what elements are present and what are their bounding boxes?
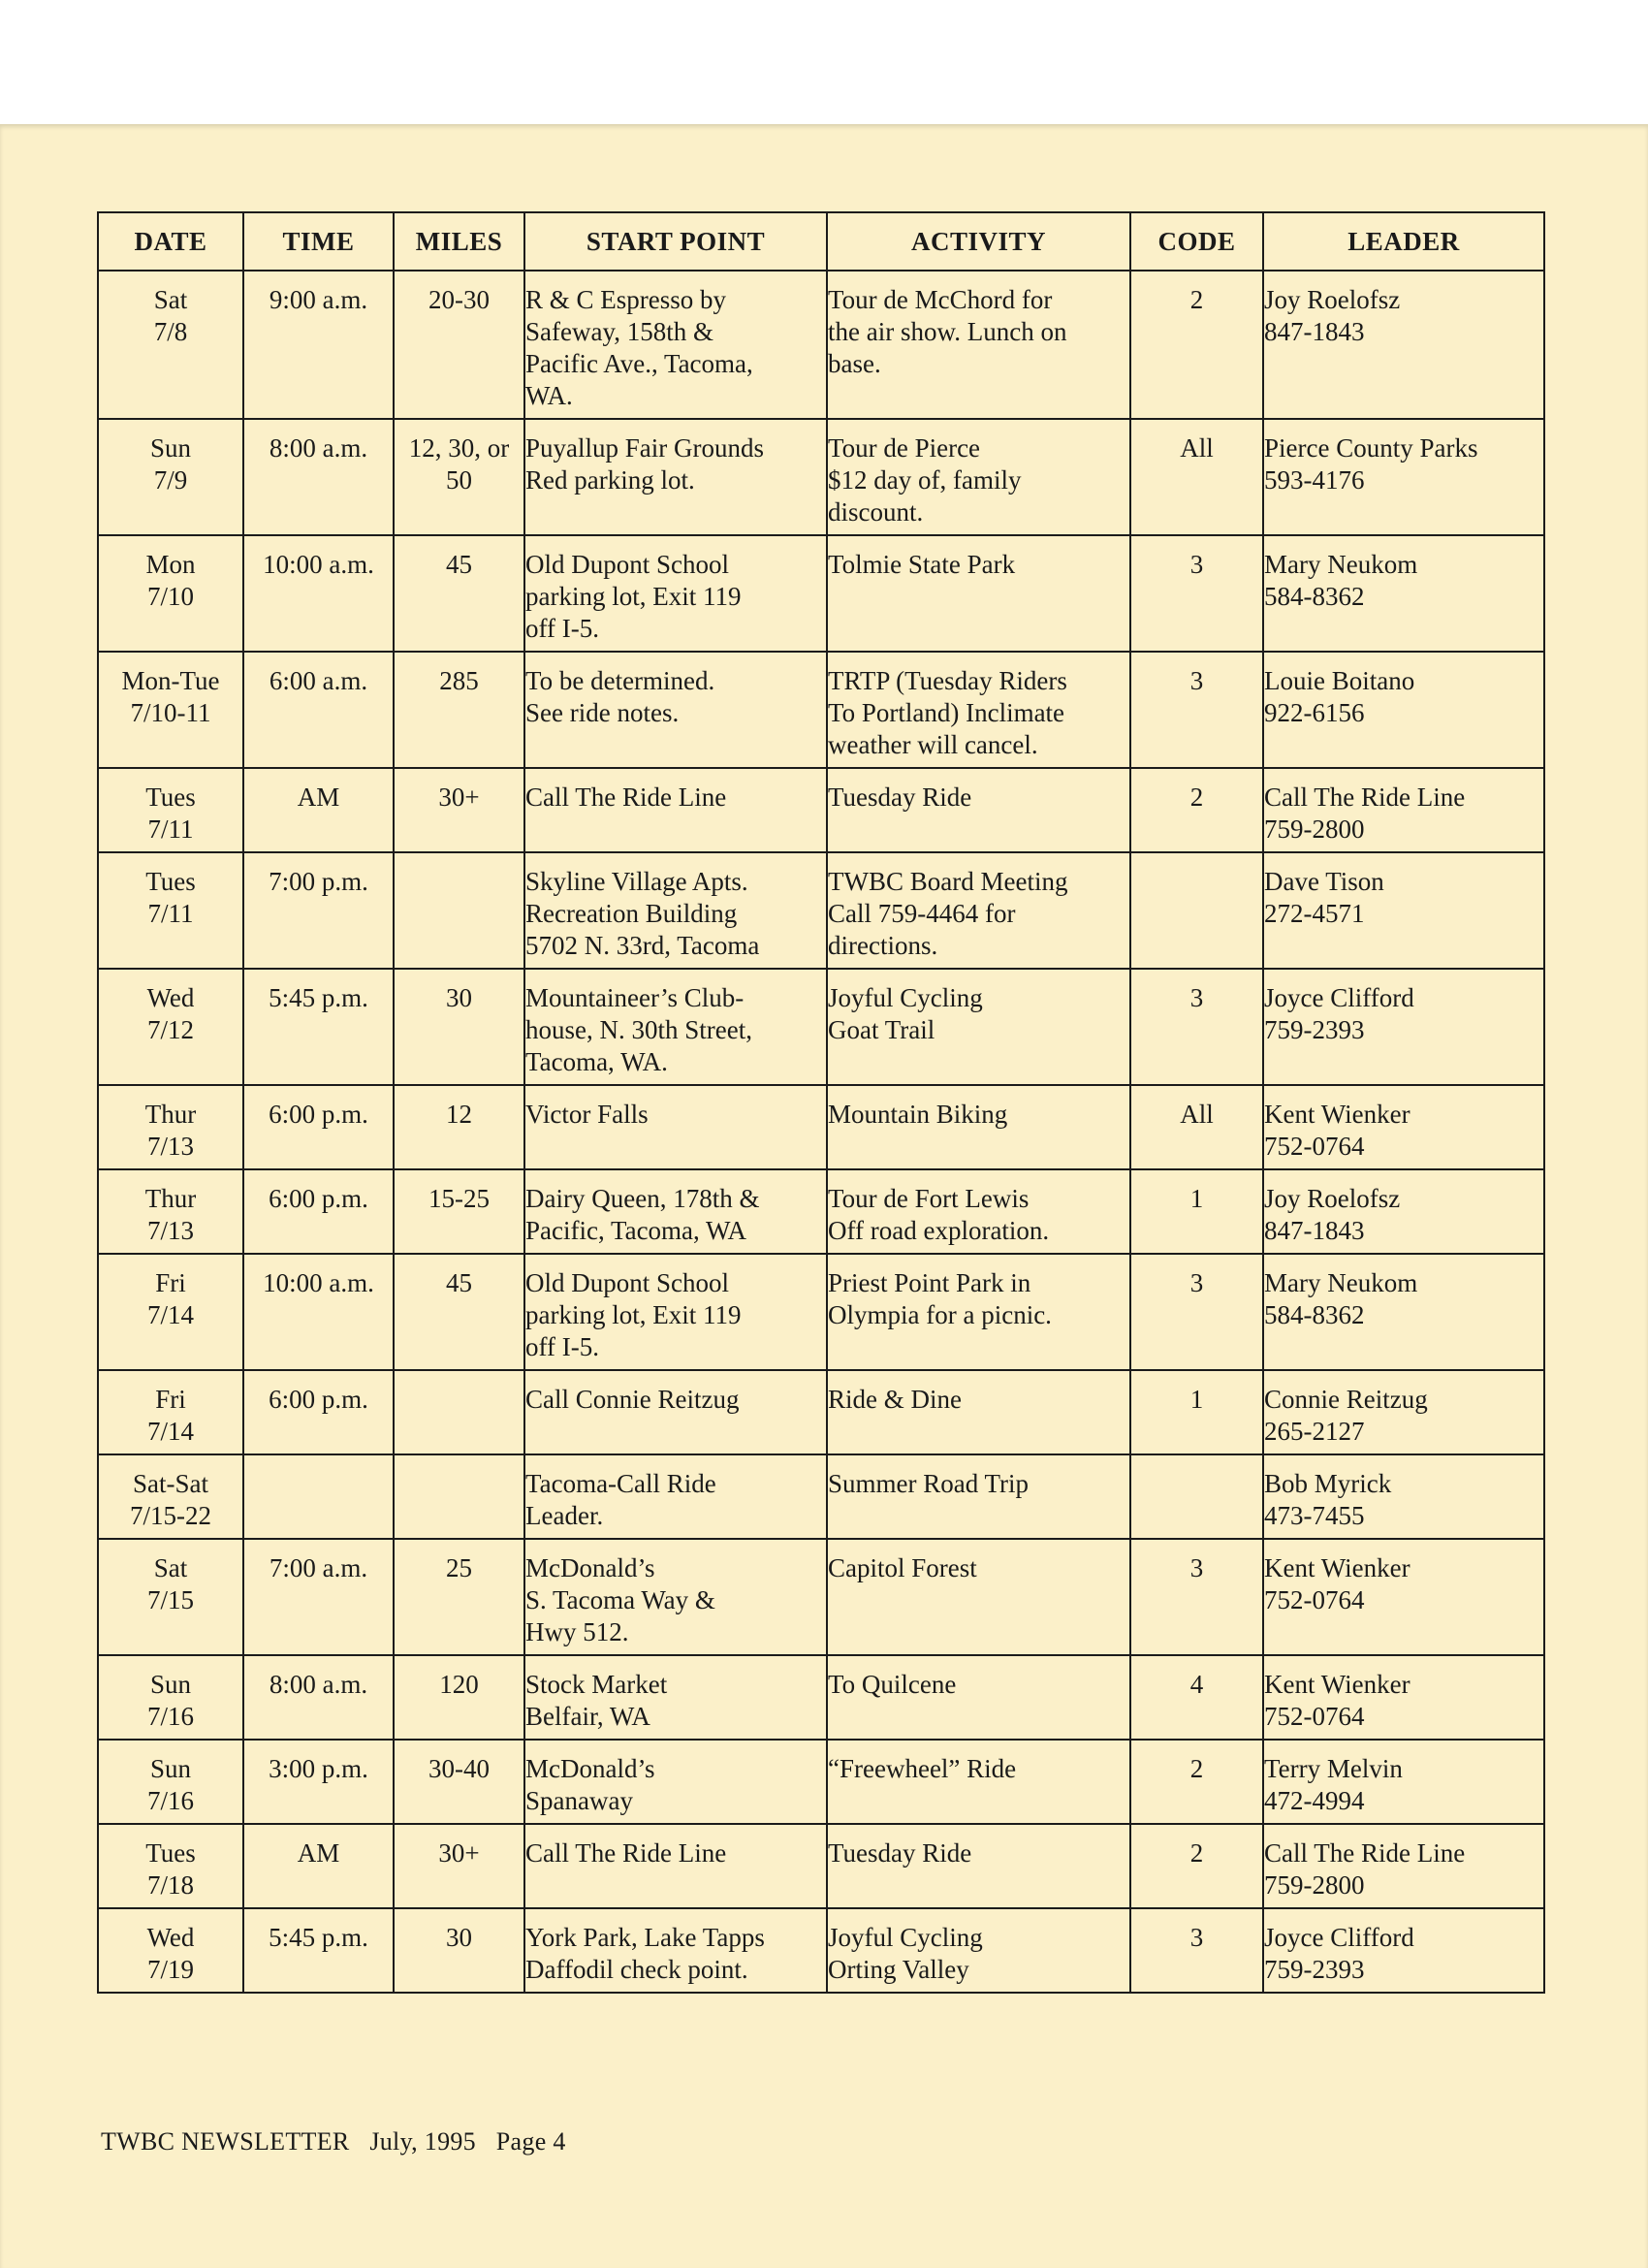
activity-cell-line: Olympia for a picnic.	[828, 1300, 1052, 1329]
table-row	[98, 1539, 1544, 1655]
date-cell-line: 7/9	[153, 465, 188, 495]
code-cell: All	[1130, 1085, 1263, 1169]
start-point-cell	[524, 1908, 827, 1993]
miles-cell: 45	[394, 1254, 524, 1370]
table-row	[98, 419, 1544, 535]
start-point-cell-line: Red parking lot.	[525, 465, 695, 495]
activity-cell-line: Tour de McChord for	[828, 285, 1053, 314]
start-point-cell	[524, 852, 827, 969]
leader-cell	[1263, 419, 1544, 535]
miles-cell: 12	[394, 1085, 524, 1169]
time-cell: AM	[243, 1824, 394, 1908]
date-cell-line: Tues	[145, 1838, 196, 1868]
start-point-cell-line: S. Tacoma Way &	[525, 1585, 715, 1614]
code-cell: 3	[1130, 969, 1263, 1085]
date-cell	[98, 1740, 243, 1824]
leader-cell-line: Joy Roelofsz	[1264, 285, 1401, 314]
date-cell	[98, 1908, 243, 1993]
activity-cell-line: “Freewheel” Ride	[828, 1754, 1017, 1783]
date-cell-line: 7/8	[153, 317, 188, 346]
activity-cell-line: weather will cancel.	[828, 730, 1038, 759]
table-row	[98, 1169, 1544, 1254]
code-cell: 1	[1130, 1370, 1263, 1454]
miles-cell: 30+	[394, 768, 524, 852]
code-cell: 2	[1130, 271, 1263, 419]
code-cell: All	[1130, 419, 1263, 535]
leader-cell	[1263, 1085, 1544, 1169]
start-point-cell	[524, 1740, 827, 1824]
activity-cell-line: To Portland) Inclimate	[828, 698, 1065, 727]
leader-cell-line: 759-2800	[1264, 1870, 1365, 1900]
footer-issue-date: July, 1995	[369, 2127, 476, 2156]
miles-cell: 285	[394, 652, 524, 768]
miles-cell: 15-25	[394, 1169, 524, 1254]
time-cell: 8:00 a.m.	[243, 419, 394, 535]
page-footer	[101, 2127, 580, 2156]
start-point-cell-line: Stock Market	[525, 1670, 668, 1699]
time-cell: 8:00 a.m.	[243, 1655, 394, 1740]
leader-cell	[1263, 1454, 1544, 1539]
leader-cell-line: Joyce Clifford	[1264, 983, 1414, 1012]
activity-cell-line: base.	[828, 349, 881, 378]
leader-cell-line: Dave Tison	[1264, 867, 1384, 896]
leader-cell	[1263, 1655, 1544, 1740]
date-cell	[98, 1085, 243, 1169]
date-cell-line: Mon-Tue	[121, 666, 220, 695]
header-activity: ACTIVITY	[827, 212, 1130, 271]
leader-cell-line: Pierce County Parks	[1264, 433, 1478, 463]
date-cell	[98, 1254, 243, 1370]
activity-cell	[827, 1655, 1130, 1740]
activity-cell	[827, 1740, 1130, 1824]
date-cell-line: Thur	[144, 1100, 197, 1129]
start-point-cell	[524, 1169, 827, 1254]
code-cell: 3	[1130, 1908, 1263, 1993]
activity-cell	[827, 1824, 1130, 1908]
start-point-cell-line: Pacific Ave., Tacoma,	[525, 349, 753, 378]
date-cell	[98, 652, 243, 768]
leader-cell-line: 752-0764	[1264, 1702, 1365, 1731]
table-row	[98, 271, 1544, 419]
date-cell-line: Sun	[149, 433, 192, 463]
code-cell	[1130, 1454, 1263, 1539]
start-point-cell	[524, 1254, 827, 1370]
time-cell	[243, 1454, 394, 1539]
start-point-cell-line: Recreation Building	[525, 899, 738, 928]
time-cell: 6:00 p.m.	[243, 1085, 394, 1169]
time-cell: 7:00 a.m.	[243, 1539, 394, 1655]
activity-cell-line: discount.	[828, 497, 924, 527]
date-cell-line: Sat	[153, 1553, 188, 1582]
time-cell: 9:00 a.m.	[243, 271, 394, 419]
activity-cell	[827, 1454, 1130, 1539]
date-cell-line: Sun	[149, 1754, 192, 1783]
leader-cell-line: 847-1843	[1264, 317, 1365, 346]
start-point-cell-line: Dairy Queen, 178th &	[525, 1184, 760, 1213]
activity-cell-line: Summer Road Trip	[828, 1469, 1030, 1498]
activity-cell	[827, 271, 1130, 419]
miles-cell: 30	[394, 1908, 524, 1993]
leader-cell-line: Kent Wienker	[1264, 1100, 1410, 1129]
start-point-cell-line: 5702 N. 33rd, Tacoma	[525, 931, 760, 960]
date-cell-line: 7/12	[146, 1015, 194, 1044]
date-cell	[98, 1454, 243, 1539]
activity-cell	[827, 768, 1130, 852]
date-cell-line: Wed	[146, 983, 195, 1012]
start-point-cell	[524, 535, 827, 652]
leader-cell-line: Call The Ride Line	[1264, 1838, 1466, 1868]
date-cell	[98, 1655, 243, 1740]
leader-cell	[1263, 652, 1544, 768]
date-cell	[98, 768, 243, 852]
date-cell-line: Sat-Sat	[133, 1469, 208, 1498]
activity-cell-line: Tour de Fort Lewis	[828, 1184, 1030, 1213]
start-point-cell-line: house, N. 30th Street,	[525, 1015, 752, 1044]
start-point-cell-line: WA.	[525, 381, 573, 410]
table-row	[98, 1454, 1544, 1539]
table-row	[98, 1655, 1544, 1740]
start-point-cell-line: off I-5.	[525, 614, 599, 643]
leader-cell-line: Connie Reitzug	[1264, 1385, 1428, 1414]
table-row	[98, 1740, 1544, 1824]
date-cell	[98, 969, 243, 1085]
start-point-cell	[524, 1539, 827, 1655]
leader-cell-line: Mary Neukom	[1264, 1268, 1418, 1297]
date-cell-line: 7/14	[146, 1300, 194, 1329]
activity-cell-line: Joyful Cycling	[828, 983, 983, 1012]
leader-cell-line: 922-6156	[1264, 698, 1365, 727]
leader-cell-line: 265-2127	[1264, 1417, 1365, 1446]
leader-cell	[1263, 1169, 1544, 1254]
start-point-cell-line: Old Dupont School	[525, 1268, 730, 1297]
time-cell: 7:00 p.m.	[243, 852, 394, 969]
date-cell-line: Fri	[155, 1385, 186, 1414]
leader-cell-line: 759-2393	[1264, 1955, 1365, 1984]
activity-cell-line: Goat Trail	[828, 1015, 935, 1044]
date-cell-line: Sat	[153, 285, 188, 314]
table-row	[98, 768, 1544, 852]
date-cell-line: 7/10-11	[130, 698, 211, 727]
leader-cell-line: Kent Wienker	[1264, 1670, 1410, 1699]
activity-cell-line: TWBC Board Meeting	[828, 867, 1068, 896]
time-cell: 6:00 p.m.	[243, 1370, 394, 1454]
date-cell	[98, 1370, 243, 1454]
leader-cell	[1263, 969, 1544, 1085]
date-cell-line: 7/19	[146, 1955, 194, 1984]
start-point-cell-line: parking lot, Exit 119	[525, 1300, 742, 1329]
start-point-cell	[524, 1655, 827, 1740]
activity-cell-line: Capitol Forest	[828, 1553, 977, 1582]
activity-cell	[827, 852, 1130, 969]
table-row	[98, 1254, 1544, 1370]
time-cell: 3:00 p.m.	[243, 1740, 394, 1824]
time-cell: 6:00 p.m.	[243, 1169, 394, 1254]
activity-cell	[827, 1539, 1130, 1655]
activity-cell-line: Orting Valley	[828, 1955, 969, 1984]
leader-cell-line: 584-8362	[1264, 582, 1365, 611]
leader-cell	[1263, 1254, 1544, 1370]
leader-cell	[1263, 1539, 1544, 1655]
start-point-cell-line: off I-5.	[525, 1332, 599, 1361]
activity-cell	[827, 535, 1130, 652]
start-point-cell-line: Puyallup Fair Grounds	[525, 433, 764, 463]
activity-cell-line: the air show. Lunch on	[828, 317, 1067, 346]
date-cell-line: 7/15	[146, 1585, 194, 1614]
table-row	[98, 1085, 1544, 1169]
time-cell: 10:00 a.m.	[243, 535, 394, 652]
start-point-cell-line: Daffodil check point.	[525, 1955, 748, 1984]
leader-cell-line: 752-0764	[1264, 1132, 1365, 1161]
start-point-cell	[524, 271, 827, 419]
date-cell-line: Fri	[155, 1268, 186, 1297]
date-cell-line: 7/13	[146, 1216, 194, 1245]
code-cell: 2	[1130, 1824, 1263, 1908]
start-point-cell	[524, 1370, 827, 1454]
code-cell: 2	[1130, 768, 1263, 852]
leader-cell-line: Call The Ride Line	[1264, 783, 1466, 812]
date-cell-line: 7/16	[146, 1786, 194, 1815]
start-point-cell	[524, 652, 827, 768]
start-point-cell-line: Tacoma-Call Ride	[525, 1469, 716, 1498]
activity-cell-line: Joyful Cycling	[828, 1923, 983, 1952]
start-point-cell-line: See ride notes.	[525, 698, 680, 727]
activity-cell-line: Tolmie State Park	[828, 550, 1016, 579]
start-point-cell-line: Leader.	[525, 1501, 604, 1530]
miles-cell: 30-40	[394, 1740, 524, 1824]
leader-cell	[1263, 768, 1544, 852]
activity-cell-line: directions.	[828, 931, 938, 960]
leader-cell	[1263, 535, 1544, 652]
leader-cell-line: Kent Wienker	[1264, 1553, 1410, 1582]
start-point-cell	[524, 1085, 827, 1169]
activity-cell	[827, 1169, 1130, 1254]
time-cell: 5:45 p.m.	[243, 1908, 394, 1993]
table-row	[98, 535, 1544, 652]
miles-cell	[394, 1454, 524, 1539]
leader-cell-line: 593-4176	[1264, 465, 1365, 495]
date-cell-line: Tues	[145, 867, 196, 896]
start-point-cell-line: Mountaineer’s Club-	[525, 983, 745, 1012]
activity-cell	[827, 1370, 1130, 1454]
leader-cell-line: 847-1843	[1264, 1216, 1365, 1245]
code-cell: 3	[1130, 1539, 1263, 1655]
header-code: CODE	[1130, 212, 1263, 271]
start-point-cell	[524, 969, 827, 1085]
start-point-cell	[524, 419, 827, 535]
code-cell: 3	[1130, 652, 1263, 768]
header-start-point: START POINT	[524, 212, 827, 271]
leader-cell-line: 759-2393	[1264, 1015, 1365, 1044]
leader-cell-line: 473-7455	[1264, 1501, 1365, 1530]
start-point-cell-line: Skyline Village Apts.	[525, 867, 748, 896]
start-point-cell	[524, 768, 827, 852]
date-cell-line: 7/10	[146, 582, 194, 611]
date-cell-line: 7/15-22	[130, 1501, 211, 1530]
miles-cell: 25	[394, 1539, 524, 1655]
date-cell	[98, 1539, 243, 1655]
ride-schedule-table	[97, 211, 1545, 1994]
table-row	[98, 1370, 1544, 1454]
activity-cell-line: Off road exploration.	[828, 1216, 1050, 1245]
footer-newsletter-name: TWBC NEWSLETTER	[101, 2127, 350, 2156]
header-time: TIME	[243, 212, 394, 271]
start-point-cell-line: Call The Ride Line	[525, 1838, 727, 1868]
header-miles: MILES	[394, 212, 524, 271]
miles-cell: 45	[394, 535, 524, 652]
activity-cell	[827, 969, 1130, 1085]
table-row	[98, 1908, 1544, 1993]
miles-cell	[394, 1370, 524, 1454]
start-point-cell-line: York Park, Lake Tapps	[525, 1923, 765, 1952]
start-point-cell-line: To be determined.	[525, 666, 715, 695]
activity-cell-line: Tuesday Ride	[828, 783, 972, 812]
date-cell-line: Mon	[145, 550, 196, 579]
miles-cell: 120	[394, 1655, 524, 1740]
start-point-cell-line: McDonald’s	[525, 1553, 655, 1582]
activity-cell	[827, 1908, 1130, 1993]
date-cell	[98, 271, 243, 419]
miles-cell	[394, 852, 524, 969]
date-cell-line: 7/16	[146, 1702, 194, 1731]
activity-cell-line: Priest Point Park in	[828, 1268, 1031, 1297]
start-point-cell-line: Victor Falls	[525, 1100, 649, 1129]
leader-cell-line: 472-4994	[1264, 1786, 1365, 1815]
start-point-cell-line: McDonald’s	[525, 1754, 655, 1783]
activity-cell-line: TRTP (Tuesday Riders	[828, 666, 1067, 695]
leader-cell-line: Louie Boitano	[1264, 666, 1415, 695]
leader-cell	[1263, 1908, 1544, 1993]
date-cell-line: Wed	[146, 1923, 195, 1952]
leader-cell-line: 759-2800	[1264, 815, 1365, 844]
miles-cell: 30	[394, 969, 524, 1085]
leader-cell-line: 272-4571	[1264, 899, 1365, 928]
start-point-cell-line: Tacoma, WA.	[525, 1047, 668, 1076]
table-body	[98, 271, 1544, 1993]
table-row	[98, 652, 1544, 768]
leader-cell	[1263, 271, 1544, 419]
date-cell-line: 7/11	[147, 899, 194, 928]
start-point-cell-line: Old Dupont School	[525, 550, 730, 579]
table-header-row	[98, 212, 1544, 271]
miles-cell: 12, 30, or 50	[394, 419, 524, 535]
start-point-cell-line: Hwy 512.	[525, 1617, 629, 1646]
activity-cell-line: To Quilcene	[828, 1670, 957, 1699]
start-point-cell-line: parking lot, Exit 119	[525, 582, 742, 611]
activity-cell-line: $12 day of, family	[828, 465, 1022, 495]
leader-cell	[1263, 1824, 1544, 1908]
activity-cell-line: Tour de Pierce	[828, 433, 981, 463]
date-cell	[98, 1824, 243, 1908]
date-cell	[98, 535, 243, 652]
start-point-cell-line: Belfair, WA	[525, 1702, 650, 1731]
start-point-cell-line: Call The Ride Line	[525, 783, 727, 812]
time-cell: 6:00 a.m.	[243, 652, 394, 768]
footer-page-number: Page 4	[495, 2127, 566, 2156]
activity-cell-line: Mountain Biking	[828, 1100, 1008, 1129]
time-cell: 10:00 a.m.	[243, 1254, 394, 1370]
time-cell: AM	[243, 768, 394, 852]
activity-cell	[827, 1254, 1130, 1370]
leader-cell-line: Joy Roelofsz	[1264, 1184, 1401, 1213]
code-cell: 3	[1130, 535, 1263, 652]
date-cell-line: Tues	[145, 783, 196, 812]
start-point-cell-line: Pacific, Tacoma, WA	[525, 1216, 747, 1245]
start-point-cell-line: Spanaway	[525, 1786, 633, 1815]
activity-cell-line: Tuesday Ride	[828, 1838, 972, 1868]
leader-cell	[1263, 1740, 1544, 1824]
leader-cell-line: Bob Myrick	[1264, 1469, 1392, 1498]
leader-cell-line: 752-0764	[1264, 1585, 1365, 1614]
activity-cell	[827, 419, 1130, 535]
code-cell: 3	[1130, 1254, 1263, 1370]
miles-cell: 20-30	[394, 271, 524, 419]
start-point-cell-line: R & C Espresso by	[525, 285, 727, 314]
leader-cell-line: 584-8362	[1264, 1300, 1365, 1329]
date-cell-line: Sun	[149, 1670, 192, 1699]
date-cell	[98, 419, 243, 535]
activity-cell	[827, 652, 1130, 768]
start-point-cell	[524, 1454, 827, 1539]
start-point-cell-line: Safeway, 158th &	[525, 317, 713, 346]
code-cell: 4	[1130, 1655, 1263, 1740]
activity-cell	[827, 1085, 1130, 1169]
header-leader: LEADER	[1263, 212, 1544, 271]
header-date: DATE	[98, 212, 243, 271]
date-cell	[98, 852, 243, 969]
miles-cell: 30+	[394, 1824, 524, 1908]
time-cell: 5:45 p.m.	[243, 969, 394, 1085]
leader-cell	[1263, 852, 1544, 969]
table-row	[98, 1824, 1544, 1908]
start-point-cell	[524, 1824, 827, 1908]
leader-cell	[1263, 1370, 1544, 1454]
start-point-cell-line: Call Connie Reitzug	[525, 1385, 740, 1414]
activity-cell-line: Call 759-4464 for	[828, 899, 1016, 928]
date-cell-line: 7/13	[146, 1132, 194, 1161]
date-cell-line: 7/14	[146, 1417, 194, 1446]
date-cell	[98, 1169, 243, 1254]
date-cell-line: Thur	[144, 1184, 197, 1213]
code-cell: 1	[1130, 1169, 1263, 1254]
table-row	[98, 852, 1544, 969]
code-cell: 2	[1130, 1740, 1263, 1824]
leader-cell-line: Terry Melvin	[1264, 1754, 1403, 1783]
table-row	[98, 969, 1544, 1085]
date-cell-line: 7/11	[147, 815, 194, 844]
leader-cell-line: Mary Neukom	[1264, 550, 1418, 579]
date-cell-line: 7/18	[146, 1870, 194, 1900]
leader-cell-line: Joyce Clifford	[1264, 1923, 1414, 1952]
code-cell	[1130, 852, 1263, 969]
activity-cell-line: Ride & Dine	[828, 1385, 962, 1414]
